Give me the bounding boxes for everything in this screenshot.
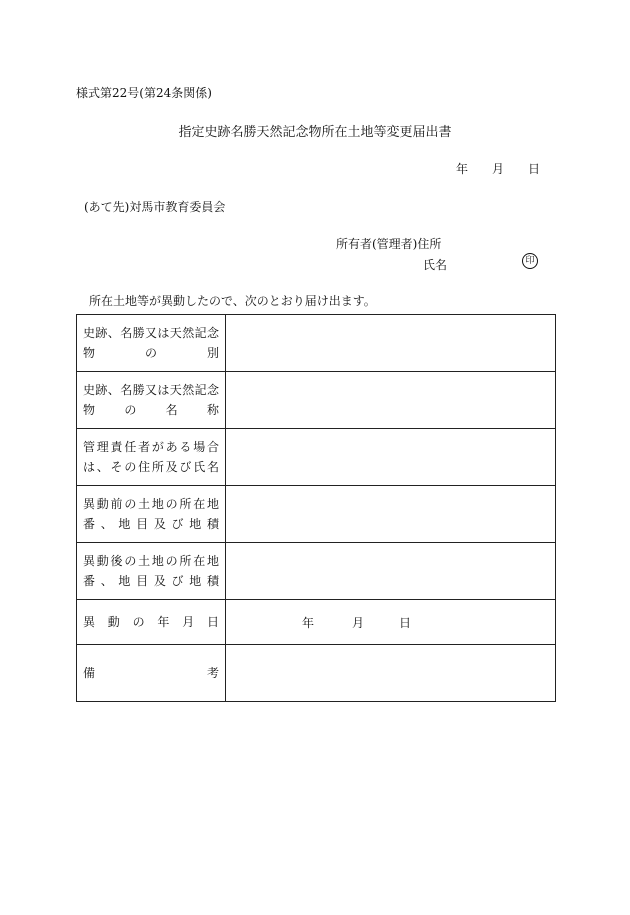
row-label-name xyxy=(77,372,226,429)
type-value-field[interactable] xyxy=(226,315,556,372)
date-day-label: 日 xyxy=(528,162,541,176)
before-change-value-field[interactable] xyxy=(226,486,556,543)
change-date-year-label: 年 xyxy=(302,616,315,630)
row-label-line: 物 の 名 称 xyxy=(83,403,219,417)
row-label-line: 物 の 別 xyxy=(83,346,219,360)
row-label-line: 異動前の土地の所在地 xyxy=(83,497,219,511)
form-number: 様式第22号(第24条関係) xyxy=(76,86,212,100)
table-row xyxy=(77,372,556,429)
manager-value-field[interactable] xyxy=(226,429,556,486)
name-value-field[interactable] xyxy=(226,372,556,429)
table-row xyxy=(77,543,556,600)
row-label-remarks xyxy=(77,645,226,702)
table-row xyxy=(77,645,556,702)
date-month-label: 月 xyxy=(492,162,505,176)
change-date-day-label: 日 xyxy=(399,616,412,630)
row-label-before xyxy=(77,486,226,543)
date-year-label: 年 xyxy=(456,162,469,176)
intro-text: 所在土地等が異動したので、次のとおり届け出ます。 xyxy=(89,294,376,308)
row-label-line: 番、地目及び地積 xyxy=(83,517,219,531)
row-label-manager xyxy=(77,429,226,486)
row-label-line: 番、地目及び地積 xyxy=(83,574,219,588)
row-label-after xyxy=(77,543,226,600)
row-label-type xyxy=(77,315,226,372)
notification-form-table xyxy=(76,314,556,702)
table-row xyxy=(77,429,556,486)
addressee: (あて先)対馬市教育委員会 xyxy=(84,200,226,214)
row-label-line: は、その住所及び氏名 xyxy=(83,460,219,474)
remarks-value-field[interactable] xyxy=(226,645,556,702)
row-label-line: 管理責任者がある場合 xyxy=(83,440,219,454)
form-title: 指定史跡名勝天然記念物所在土地等変更届出書 xyxy=(178,125,452,140)
row-label-change-date xyxy=(77,600,226,645)
row-label-line: 異 動 の 年 月 日 xyxy=(83,615,219,629)
change-date-value-field[interactable] xyxy=(226,600,556,645)
seal-mark: 印 xyxy=(522,253,538,269)
table-row xyxy=(77,486,556,543)
after-change-value-field[interactable] xyxy=(226,543,556,600)
change-date-month-label: 月 xyxy=(352,616,365,630)
owner-address-label: 所有者(管理者)住所 xyxy=(336,237,442,251)
table-row xyxy=(77,315,556,372)
row-label-line: 異動後の土地の所在地 xyxy=(83,554,219,568)
row-label-line: 史跡、名勝又は天然記念 xyxy=(83,326,219,340)
row-label-line: 備 考 xyxy=(83,666,219,680)
owner-name-label: 氏名 xyxy=(423,258,448,272)
row-label-line: 史跡、名勝又は天然記念 xyxy=(83,383,219,397)
table-row xyxy=(77,600,556,645)
